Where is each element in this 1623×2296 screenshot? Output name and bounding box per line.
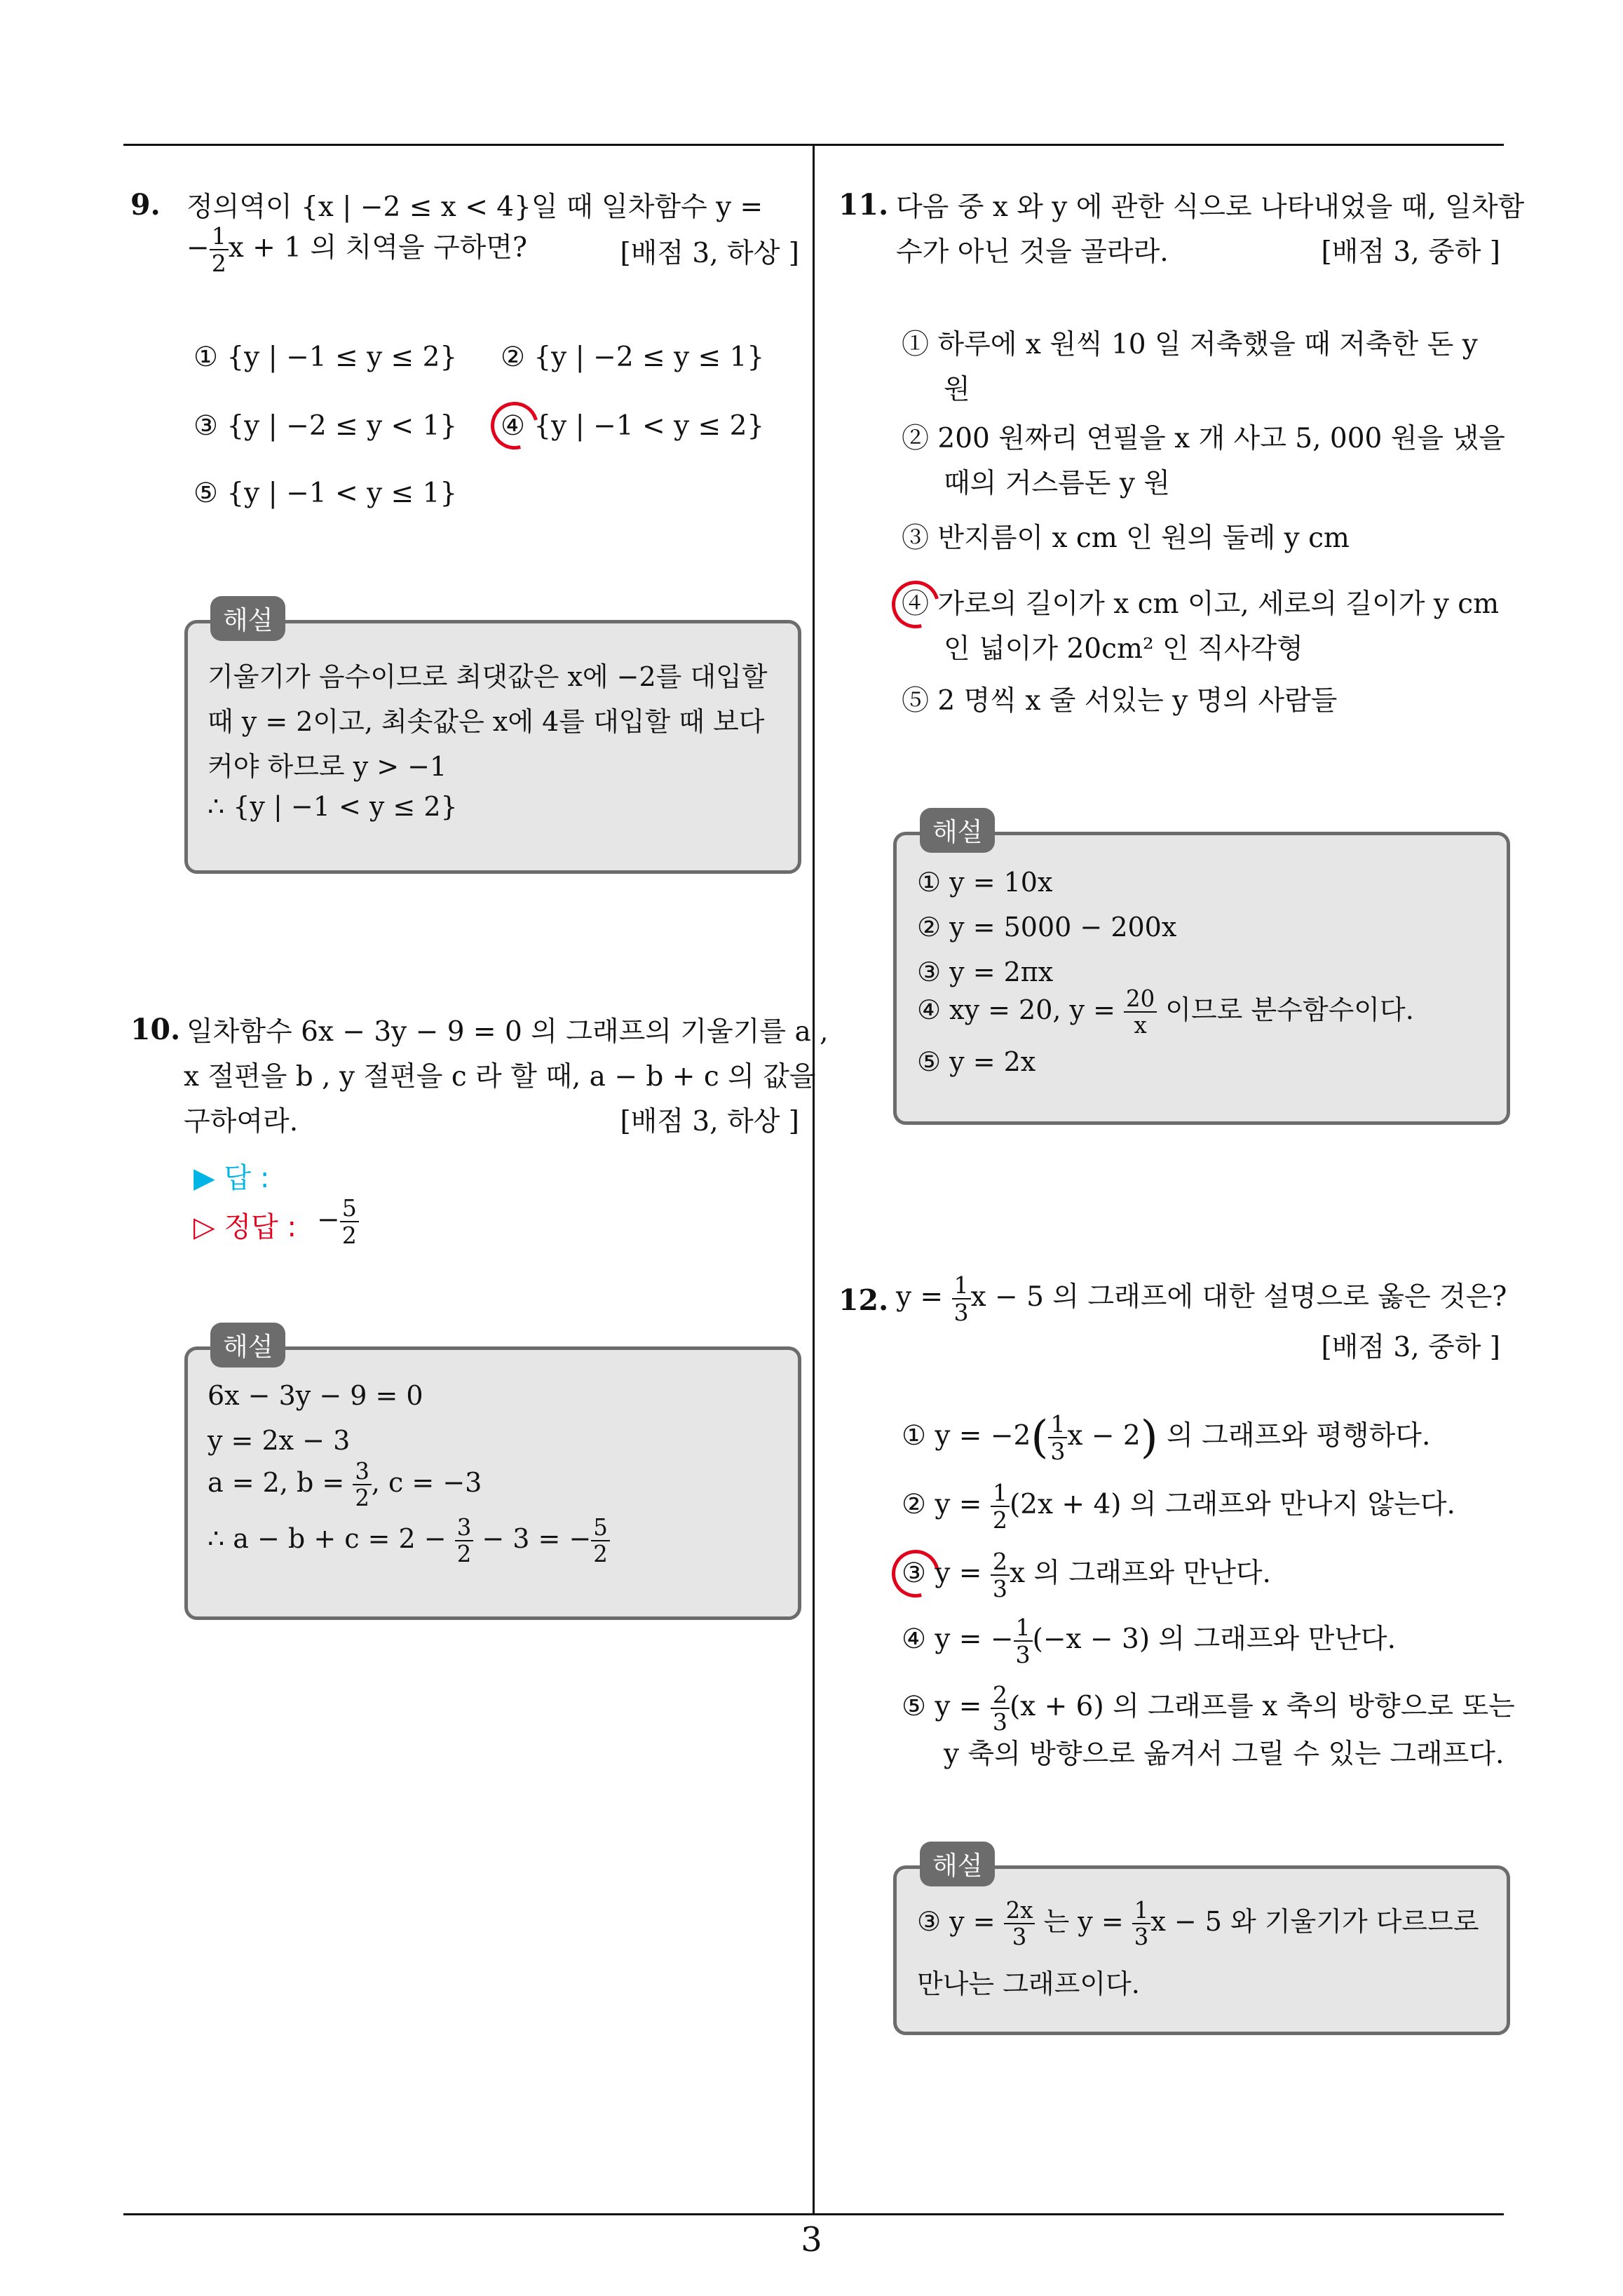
solution-line: ② y = 5000 − 200x: [917, 912, 1177, 943]
correct-answer: − $\frac{5}{2}$: [317, 1196, 359, 1247]
question-text-line2: − $\frac{1}{2}$ x + 1 의 치역을 구하면?: [186, 222, 527, 278]
question-text: 다음 중 x 와 y 에 관한 식으로 나타내었을 때, 일차함: [896, 191, 1525, 223]
option-4[interactable]: ④ {y | −1 < y ≤ 2}: [501, 410, 765, 442]
score-meta: [배점 3, 중하 ]: [1321, 236, 1500, 268]
question-number: 10.: [130, 1013, 181, 1046]
question-text: 정의역이 {x | −2 ≤ x < 4}일 때 일차함수 y =: [186, 191, 763, 223]
score-meta: [배점 3, 하상 ]: [620, 1106, 799, 1137]
solution-line: ∴ {y | −1 < y ≤ 2}: [208, 791, 458, 822]
solution-line: 때 y = 2이고, 최솟값은 x에 4를 대입할 때 보다: [208, 706, 765, 737]
option-4-cont: 인 넓이가 20cm² 인 직사각형: [944, 633, 1303, 665]
solution-line: ⑤ y = 2x: [917, 1046, 1036, 1077]
option-1[interactable]: ① 하루에 x 원씩 10 일 저축했을 때 저축한 돈 y: [902, 329, 1478, 360]
option-1[interactable]: ① y = −2( $\frac{1}{3}$ x − 2) 의 그래프와 평행하다.: [902, 1410, 1431, 1466]
solution-line: a = 2, b = $\frac{3}{2}$ , c = −3: [208, 1458, 482, 1512]
solution-line: 기울기가 음수이므로 최댓값은 x에 −2를 대입할: [208, 661, 768, 692]
solution-line: ③ y = 2πx: [917, 957, 1054, 987]
solution-line: 만나는 그래프이다.: [917, 1969, 1140, 1999]
option-1[interactable]: ① {y | −1 ≤ y ≤ 2}: [193, 342, 458, 373]
solution-line: ③ y = $\frac{2x}{3}$ 는 y = $\frac{1}{3}$ x − 5 와 기울기가 다르므로: [917, 1897, 1479, 1951]
question-text: y = $\frac{1}{3}$ x − 5 의 그래프에 대한 설명으로 옳은 것은?: [896, 1271, 1507, 1327]
solution-tag: 해설: [920, 808, 995, 853]
option-2[interactable]: ② {y | −2 ≤ y ≤ 1}: [501, 342, 765, 373]
option-4[interactable]: ④ 가로의 길이가 x cm 이고, 세로의 길이가 y cm: [902, 588, 1500, 620]
question-text-line2: 수가 아닌 것을 골라라.: [896, 236, 1169, 268]
solution-tag: 해설: [920, 1842, 995, 1886]
option-5[interactable]: ⑤ {y | −1 < y ≤ 1}: [193, 478, 458, 509]
question-text-line3: 구하여라.: [184, 1106, 299, 1137]
question-number: 12.: [838, 1283, 889, 1317]
answer-label: ▶ 답 :: [193, 1162, 270, 1194]
option-2[interactable]: ② 200 원짜리 연필을 x 개 사고 5, 000 원을 냈을: [902, 423, 1505, 454]
correct-label: ▷ 정답 :: [193, 1211, 297, 1243]
page-number: 3: [801, 2220, 822, 2260]
solution-line: ④ xy = 20, y = $\frac{20}{x}$ 이므로 분수함수이다.: [917, 985, 1414, 1039]
question-number: 11.: [838, 188, 889, 222]
solution-tag: 해설: [210, 596, 285, 641]
solution-box: [893, 1865, 1510, 2035]
option-5[interactable]: ⑤ 2 명씩 x 줄 서있는 y 명의 사람들: [902, 685, 1338, 717]
solution-tag: 해설: [210, 1323, 285, 1368]
option-2-cont: 때의 거스름돈 y 원: [944, 468, 1170, 499]
option-1-cont: 원: [944, 374, 970, 405]
option-3[interactable]: ③ y = $\frac{2}{3}$ x 의 그래프와 만난다.: [902, 1548, 1271, 1603]
score-meta: [배점 3, 하상 ]: [620, 238, 799, 269]
option-3[interactable]: ③ 반지름이 x cm 인 원의 둘레 y cm: [902, 522, 1350, 554]
bottom-rule: [123, 2213, 1504, 2215]
solution-line: ∴ a − b + c = 2 − $\frac{3}{2}$ − 3 = − $\frac{5}{2}$: [208, 1516, 610, 1566]
option-4[interactable]: ④ y = − $\frac{1}{3}$ (−x − 3) 의 그래프와 만난다.: [902, 1614, 1397, 1669]
option-3[interactable]: ③ {y | −2 ≤ y < 1}: [193, 410, 458, 442]
solution-line: 커야 하므로 y > −1: [208, 751, 447, 782]
option-5[interactable]: ⑤ y = $\frac{2}{3}$ (x + 6) 의 그래프를 x 축의 방향으로 또는: [902, 1681, 1515, 1736]
question-number: 9.: [130, 188, 161, 222]
option-2[interactable]: ② y = $\frac{1}{2}$ (2x + 4) 의 그래프와 만나지 않는다.: [902, 1479, 1455, 1534]
score-meta: [배점 3, 중하 ]: [1321, 1332, 1500, 1363]
solution-line: y = 2x − 3: [208, 1425, 351, 1456]
solution-line: 6x − 3y − 9 = 0: [208, 1380, 423, 1411]
column-divider: [813, 144, 815, 2215]
solution-line: ① y = 10x: [917, 867, 1053, 898]
question-text: 일차함수 6x − 3y − 9 = 0 의 그래프의 기울기를 a ,: [186, 1016, 829, 1048]
option-5-cont: y 축의 방향으로 옮겨서 그릴 수 있는 그래프다.: [944, 1738, 1505, 1770]
question-text-line2: x 절편을 b , y 절편을 c 라 할 때, a − b + c 의 값을: [184, 1061, 816, 1093]
